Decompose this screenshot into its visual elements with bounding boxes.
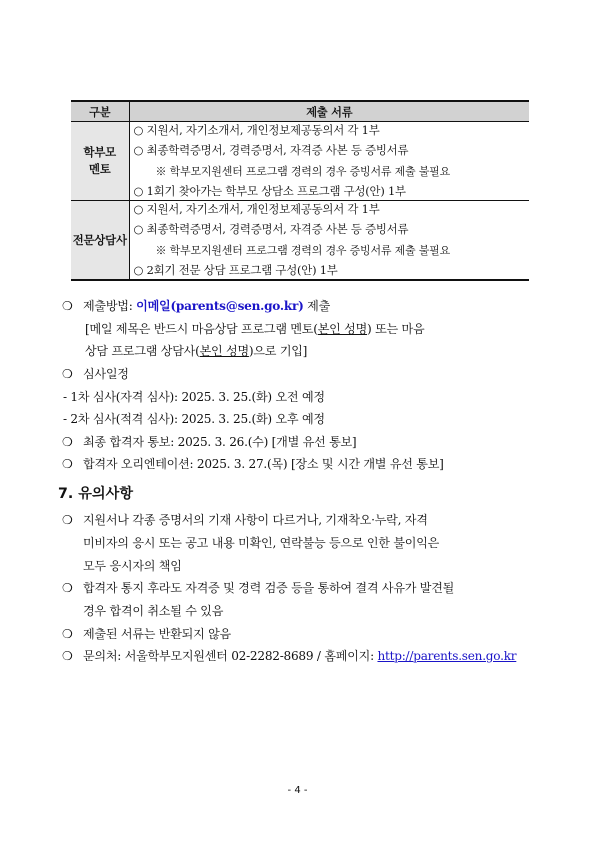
final-notice-line: ❍ 최종 합격자 통보: 2025. 3. 26.(수) [개별 유선 통보] [62,435,357,449]
email-subject-note-line1: [메일 제목은 반드시 마음상담 프로그램 멘토(본인 성명) 또는 마음 [85,322,425,336]
document-list [129,122,529,201]
schedule-title: ❍ 심사일정 [62,367,129,381]
category-parent-mentor: 학부모 멘토 [71,122,129,201]
homepage-link[interactable]: http://parents.sen.go.kr [377,649,517,663]
submission-documents-table [71,100,529,281]
section-title-notes: 7. 유의사항 [58,486,134,502]
schedule-second-review: - 2차 심사(적격 심사): 2025. 3. 25.(화) 오후 예정 [63,412,325,426]
schedule-first-review: - 1차 심사(자격 심사): 2025. 3. 25.(화) 오전 예정 [63,390,325,404]
header-documents: 제출 서류 [129,101,529,122]
document-note: ※ 학부모지원센터 프로그램 경력의 경우 증빙서류 제출 불필요 [155,165,451,178]
orientation-line: ❍ 합격자 오리엔테이션: 2025. 3. 27.(목) [장소 및 시간 개별 유선 통보] [62,457,444,471]
table-row [71,122,529,201]
bullet-icon: ❍ [62,581,73,595]
table-row [71,201,529,281]
document-item: ○ 1회기 찾아가는 학부모 상담소 프로그램 구성(안) 1부 [133,184,406,198]
note-line: 모두 응시자의 책임 [83,559,182,573]
contact-line: ❍ 문의처: 서울학부모지원센터 02-2282-8689 / 홈페이지: http://parents.sen.go.kr [62,649,517,663]
submission-email: 이메일(parents@sen.go.kr) [136,299,304,313]
document-item: ○ 최종학력증명서, 경력증명서, 자격증 사본 등 증빙서류 [133,143,409,157]
note-line: 경우 합격이 취소될 수 있음 [83,604,224,618]
document-list [129,201,529,281]
header-category: 구분 [71,101,129,122]
note-line: ❍ 지원서나 각종 증명서의 기재 사항이 다르거나, 기재착오·누락, 자격 [62,513,428,527]
bullet-icon: ❍ [62,457,73,471]
table-header-row [71,101,529,122]
bullet-icon: ❍ [62,435,73,449]
bullet-icon: ❍ [62,627,73,641]
document-note: ※ 학부모지원센터 프로그램 경력의 경우 증빙서류 제출 불필요 [155,244,451,257]
bullet-icon: ❍ [62,513,73,527]
document-item: ○ 최종학력증명서, 경력증명서, 자격증 사본 등 증빙서류 [133,222,409,236]
note-line: ❍ 제출된 서류는 반환되지 않음 [62,627,231,641]
document-item: ○ 지원서, 자기소개서, 개인정보제공동의서 각 1부 [133,202,380,216]
note-line: 미비자의 응시 또는 공고 내용 미확인, 연락불능 등으로 인한 불이익은 [83,536,440,550]
note-line: ❍ 합격자 통지 후라도 자격증 및 경력 검증 등을 통하여 결격 사유가 발견될 [62,581,455,595]
bullet-icon: ❍ [62,299,73,313]
document-item: ○ 지원서, 자기소개서, 개인정보제공동의서 각 1부 [133,123,380,137]
document-item: ○ 2회기 전문 상담 프로그램 구성(안) 1부 [133,263,338,277]
page-number: - 4 - [287,785,308,796]
category-professional-counselor: 전문상담사 [71,201,129,281]
submission-method-line: ❍ 제출방법: 이메일(parents@sen.go.kr) 제출 [62,299,331,313]
bullet-icon: ❍ [62,367,73,381]
email-subject-note-line2: 상담 프로그램 상담사(본인 성명)으로 기입] [85,344,308,358]
bullet-icon: ❍ [62,649,73,663]
